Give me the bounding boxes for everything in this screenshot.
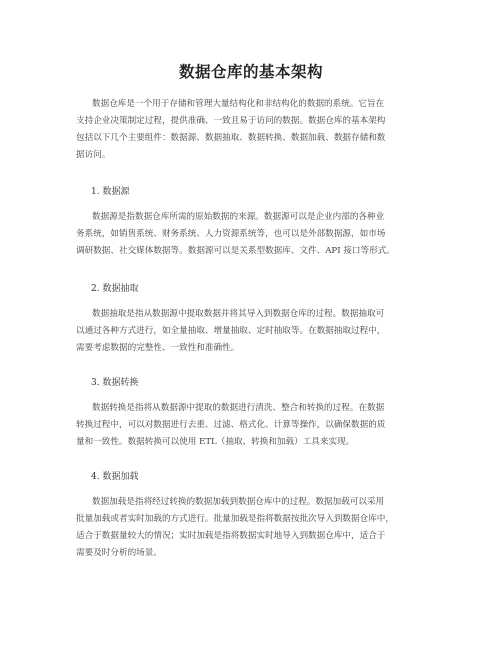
paragraph-line: 支持企业决策制定过程，提供准确、一致且易于访问的数据。数据仓库的基本架构 (76, 116, 386, 126)
section-heading: 1. 数据源 (91, 187, 130, 197)
paragraph-line: 据访问。 (76, 150, 111, 160)
paragraph-line: 数据源是指数据仓库所需的原始数据的来源。数据源可以是企业内部的各种业 (92, 212, 385, 222)
paragraph-line: 包括以下几个主要组件：数据源、数据抽取、数据转换、数据加载、数据存储和数 (76, 133, 386, 143)
paragraph-line: 量和一致性。数据转换可以使用 ETL（抽取、转换和加载）工具来实现。 (76, 437, 355, 447)
document-title: 数据仓库的基本架构 (178, 63, 323, 81)
paragraph-line: 需要考虑数据的完整性、一致性和准确性。 (76, 343, 240, 353)
paragraph-line: 务系统，如销售系统、财务系统、人力资源系统等，也可以是外部数据源，如市场 (76, 229, 386, 239)
paragraph-line: 需要及时分析的场景。 (76, 548, 162, 558)
paragraph-line: 批量加载或者实时加载的方式进行。批量加载是指将数据按批次导入到数据仓库中， (76, 514, 394, 524)
paragraph-line: 转换过程中，可以对数据进行去重、过滤、格式化、计算等操作，以确保数据的质 (76, 420, 386, 430)
paragraph-line: 数据加载是指将经过转换的数据加载到数据仓库中的过程。数据加载可以采用 (92, 497, 385, 507)
paragraph-line: 数据抽取是指从数据源中提取数据并将其导入到数据仓库的过程。数据抽取可 (92, 309, 385, 319)
section-heading: 3. 数据转换 (91, 378, 139, 388)
paragraph-line: 数据转换是指将从数据源中提取的数据进行清洗、整合和转换的过程。在数据 (92, 403, 385, 413)
section-heading: 2. 数据抽取 (91, 284, 139, 294)
paragraph-line: 数据仓库是一个用于存储和管理大量结构化和非结构化的数据的系统。它旨在 (92, 99, 385, 109)
section-heading: 4. 数据加载 (91, 472, 139, 482)
paragraph-line: 调研数据、社交媒体数据等。数据源可以是关系型数据库、文件、API 接口等形式。 (76, 246, 395, 256)
paragraph-line: 适合于数据量较大的情况；实时加载是指将数据实时地导入到数据仓库中，适合于 (76, 531, 386, 541)
paragraph-line: 以通过各种方式进行，如全量抽取、增量抽取、定时抽取等。在数据抽取过程中， (76, 326, 386, 336)
